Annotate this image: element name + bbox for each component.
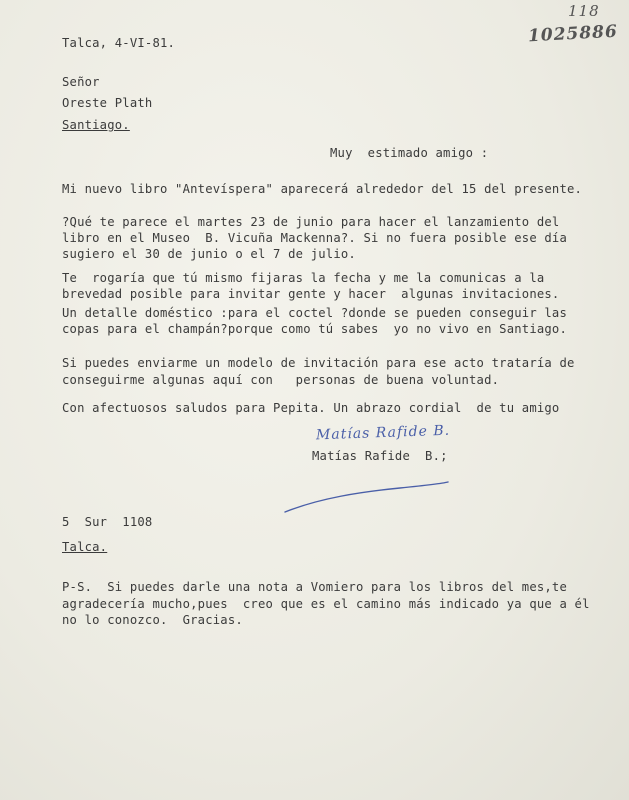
paragraph-2-line-3: sugiero el 30 de junio o el 7 de julio.	[62, 247, 356, 261]
recipient-name: Oreste Plath	[62, 96, 153, 110]
paragraph-3-line-2: brevedad posible para invitar gente y hacer algunas invitaciones.	[62, 287, 560, 301]
paragraph-1-line-1: Mi nuevo libro "Antevíspera" aparecerá alrededor del 15 del presente.	[62, 182, 583, 196]
date-line: Talca, 4-VI-81.	[62, 36, 176, 50]
paragraph-3-line-1: Te rogaría que tú mismo fijaras la fecha y me la comunicas a la	[62, 271, 545, 285]
paragraph-2-line-1: ?Qué te parece el martes 23 de junio para hacer el lanzamiento del	[62, 215, 560, 229]
closing-line: Con afectuosos saludos para Pepita. Un abrazo cordial de tu amigo	[62, 401, 560, 415]
postscript-line-3: no lo conozco. Gracias.	[62, 613, 243, 627]
postscript-line-1: P-S. Si puedes darle una nota a Vomiero para los libros del mes,te	[62, 580, 568, 594]
recipient-city: Santiago.	[62, 118, 130, 132]
typed-signature: Matías Rafide B.;	[312, 449, 448, 463]
postscript-line-2: agradecería mucho,pues creo que es el camino más indicado ya que a él	[62, 597, 590, 611]
paragraph-3-line-3: Un detalle doméstico :para el coctel ?donde se pueden conseguir las	[62, 306, 568, 320]
recipient-title: Señor	[62, 75, 100, 89]
greeting: Muy estimado amigo :	[330, 146, 489, 160]
paragraph-4-line-2: conseguirme algunas aquí con personas de buena voluntad.	[62, 373, 500, 387]
archive-page-number: 118	[568, 2, 600, 20]
handwritten-signature: Matías Rafide B.	[315, 422, 451, 444]
sender-city: Talca.	[62, 540, 108, 554]
paragraph-2-line-2: libro en el Museo B. Vicuña Mackenna?. Si no fuera posible ese día	[62, 231, 568, 245]
paragraph-4-line-1: Si puedes enviarme un modelo de invitación para ese acto trataría de	[62, 356, 575, 370]
sender-street: 5 Sur 1108	[62, 515, 153, 529]
archive-catalog-number: 1025886	[527, 21, 619, 47]
paragraph-3-line-4: copas para el champán?porque como tú sabes yo no vivo en Santiago.	[62, 322, 568, 336]
